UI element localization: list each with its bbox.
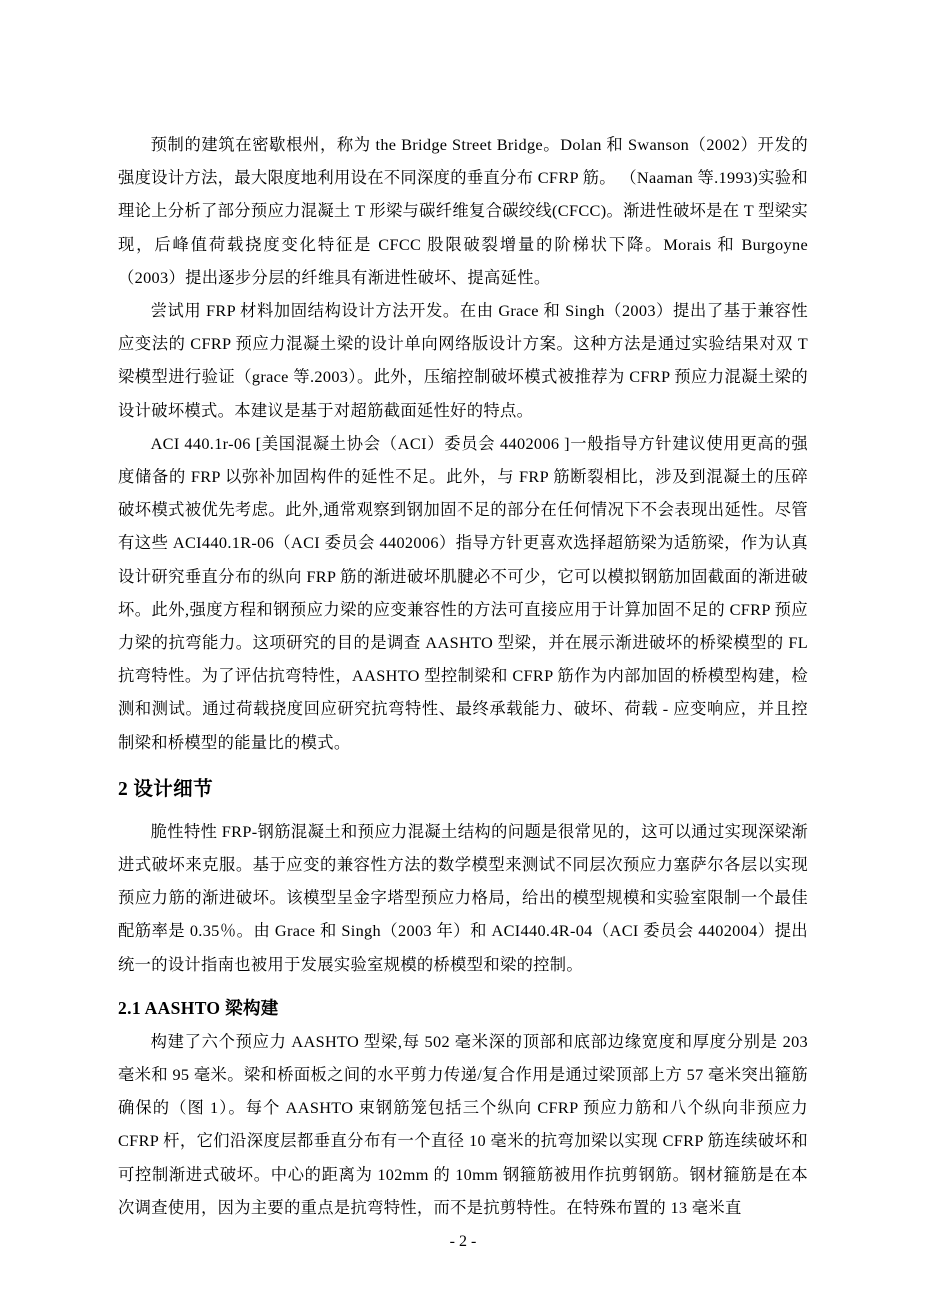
paragraph-3: ACI 440.1r-06 [美国混凝土协会（ACI）委员会 4402006 ]一般指导方针建议使用更高的强度储备的 FRP 以弥补加固构件的延性不足。此外，与 FRP 筋断裂相比，涉及到混凝土的压碎破坏模式被优先考虑。此外,通常观察到钢加固不足的部分在任何情况下不会表现出延性。尽管有这些 ACI440.1R-06（ACI 委员会 4402006）指导方针更喜欢选择超筋梁为适筋梁，作为认真设计研究垂直分布的纵向 FRP 筋的渐进破坏肌腱必不可少，它可以模拟钢筋加固截面的渐进破坏。此外,强度方程和钢预应力梁的应变兼容性的方法可直接应用于计算加固不足的 CFRP 预应力梁的抗弯能力。这项研究的目的是调查 AASHTO 型梁，并在展示渐进破坏的桥梁模型的 FL 抗弯特性。为了评估抗弯特性，AASHTO 型控制梁和 CFRP 筋作为内部加固的桥模型构建，检测和测试。通过荷载挠度回应研究抗弯特性、最终承载能力、破坏、荷载 - 应变响应，并且控制梁和桥模型的能量比的模式。: [118, 433, 808, 752]
section-2-paragraph: 脆性特性 FRP-钢筋混凝土和预应力混凝土结构的问题是很常见的，这可以通过实现深梁渐进式破坏来克服。基于应变的兼容性方法的数学模型来测试不同层次预应力塞萨尔各层以实现预应力筋的渐进破坏。该模型呈金字塔型预应力格局，给出的模型规模和实验室限制一个最佳配筋率是 0.35％。由 Grace 和 Singh（2003 年）和 ACI440.4R-04（ACI 委员会 4402004）提出统一的设计指南也被用于发展实验室规模的桥模型和梁的控制。: [118, 821, 808, 974]
section-heading-2: 2 设计细节: [118, 778, 213, 800]
page-number: - 2 -: [449, 1233, 477, 1250]
paragraph-2: 尝试用 FRP 材料加固结构设计方法开发。在由 Grace 和 Singh（2003）提出了基于兼容性应变法的 CFRP 预应力混凝土梁的设计单向网络版设计方案。这种方法是通过实验结果对双 T 梁模型进行验证（grace 等.2003）。此外，压缩控制破坏模式被推荐为 CFRP 预应力混凝土梁的设计破坏模式。本建议是基于对超筋截面延性好的特点。: [118, 301, 808, 420]
section-2-1-paragraph: 构建了六个预应力 AASHTO 型梁,每 502 毫米深的顶部和底部边缘宽度和厚度分别是 203 毫米和 95 毫米。梁和桥面板之间的水平剪力传递/复合作用是通过梁顶部上方 57 毫米突出箍筋确保的（图 1）。每个 AASHTO 束钢筋笼包括三个纵向 CFRP 预应力筋和八个纵向非预应力 CFRP 杆，它们沿深度层都垂直分布有一个直径 10 毫米的抗弯加梁以实现 CFRP 筋连续破坏和可控制渐进式破坏。中心的距离为 102mm 的 10mm 钢箍筋被用作抗剪钢筋。钢材箍筋是在本次调查使用，因为主要的重点是抗弯特性，而不是抗剪特性。在特殊布置的 13 毫米直: [118, 1031, 808, 1217]
subsection-heading-2-1: 2.1 AASHTO 梁构建: [118, 997, 279, 1018]
paragraph-1: 预制的建筑在密歇根州，称为 the Bridge Street Bridge。Dolan 和 Swanson（2002）开发的强度设计方法，最大限度地利用设在不同深度的垂直分布 CFRP 筋。 （Naaman 等.1993)实验和理论上分析了部分预应力混凝土 T 形梁与碳纤维复合碳绞线(CFCC)。渐进性破坏是在 T 型梁实现，后峰值荷载挠度变化特征是 CFCC 股限破裂增量的阶梯状下降。Morais 和 Burgoyne（2003）提出逐步分层的纤维具有渐进性破坏、提高延性。: [118, 135, 808, 287]
